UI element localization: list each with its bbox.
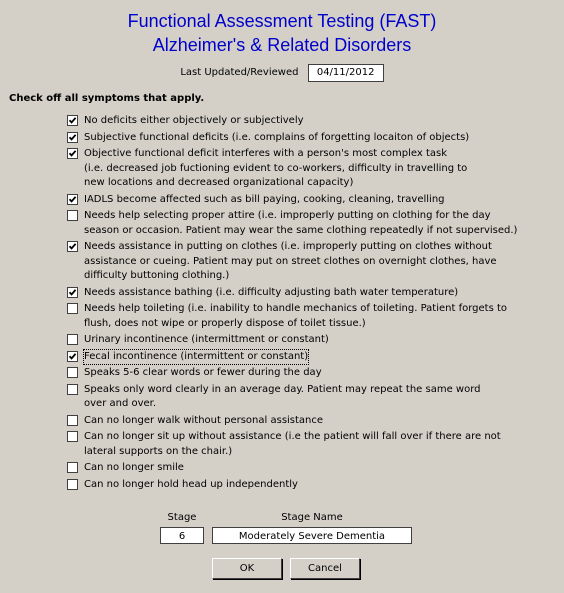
- symptom-label: [84, 209, 557, 238]
- symptom-label: [84, 414, 557, 429]
- symptom-label-line: Can no longer hold head up independently: [84, 478, 298, 490]
- symptom-list: [67, 114, 557, 494]
- symptom-item[interactable]: [67, 333, 557, 348]
- checkmark-icon: [68, 242, 77, 251]
- symptom-checkbox[interactable]: [67, 384, 78, 395]
- symptom-checkbox[interactable]: [67, 115, 78, 126]
- symptom-label-line: (i.e. decreased job fuctioning evident to co-workers, difficulty in travelling to: [84, 162, 468, 174]
- ok-button[interactable]: OK: [212, 558, 282, 579]
- last-updated-row: [0, 64, 564, 83]
- symptom-item[interactable]: [67, 131, 557, 146]
- symptom-label: [84, 286, 557, 301]
- symptom-checkbox[interactable]: [67, 415, 78, 426]
- symptom-checkbox[interactable]: [67, 148, 78, 159]
- checkmark-icon: [68, 149, 77, 158]
- symptom-label-line: assistance or cueing. Patient may put on street clothes on overnight clothes, have: [84, 255, 497, 267]
- symptom-label-line: Speaks 5-6 clear words or fewer during the day: [84, 367, 322, 378]
- symptom-label-line: IADLS become affected such as bill paying, cooking, cleaning, travelling: [84, 193, 445, 205]
- stage-name-field[interactable]: Moderately Severe Dementia: [212, 527, 412, 544]
- symptom-label-line: Needs help selecting proper attire (i.e. improperly putting on clothing for the day: [84, 210, 491, 221]
- checkmark-icon: [68, 133, 77, 142]
- symptom-item[interactable]: [67, 147, 557, 191]
- symptom-label: [84, 114, 557, 129]
- symptom-label: [84, 302, 557, 331]
- symptom-label-line: season or occasion. Patient may wear the same clothing repeatedly if not supervised.): [84, 224, 518, 236]
- symptom-checkbox[interactable]: [67, 334, 78, 345]
- symptom-label: [84, 131, 557, 146]
- symptom-checkbox[interactable]: [67, 367, 78, 378]
- symptom-checkbox[interactable]: [67, 351, 78, 362]
- symptom-label: [84, 478, 557, 493]
- symptom-label-line: Needs help toileting (i.e. inability to handle mechanics of toileting. Patient forgets to: [84, 303, 508, 314]
- checkmark-icon: [68, 116, 77, 125]
- symptom-label-line: new locations and decreased organizational capacity): [84, 177, 354, 188]
- symptom-checkbox[interactable]: [67, 132, 78, 143]
- symptom-item[interactable]: [67, 286, 557, 301]
- symptom-label-line: No deficits either objectively or subjectively: [84, 115, 304, 126]
- stage-name-label: Stage Name: [281, 512, 343, 523]
- symptom-item[interactable]: [67, 478, 557, 493]
- symptom-label-line: Subjective functional deficits (i.e. complains of forgetting locaiton of objects): [84, 131, 470, 143]
- symptom-item[interactable]: [67, 193, 557, 208]
- stage-label: Stage: [167, 512, 197, 523]
- symptom-label-line: Urinary incontinence (intermittment or constant): [84, 334, 329, 345]
- symptom-item[interactable]: [67, 209, 557, 238]
- symptom-label: [84, 366, 557, 381]
- symptom-item[interactable]: [67, 430, 557, 459]
- symptom-label-line: Speaks only word clearly in an average day. Patient may repeat the same word: [84, 383, 481, 395]
- symptom-label: [84, 147, 557, 191]
- instruction-text: Check off all symptoms that apply.: [9, 93, 205, 104]
- symptom-checkbox[interactable]: [67, 303, 78, 314]
- stage-field[interactable]: 6: [160, 527, 204, 544]
- cancel-button[interactable]: Cancel: [290, 558, 360, 579]
- symptom-label-line: Can no longer smile: [84, 462, 184, 473]
- symptom-checkbox[interactable]: [67, 479, 78, 490]
- symptom-checkbox[interactable]: [67, 241, 78, 252]
- symptom-label-line: Can no longer sit up without assistance (i.e the patient will fall over if there are not: [84, 431, 501, 442]
- symptom-item[interactable]: [67, 366, 557, 381]
- symptom-label: [84, 383, 557, 412]
- symptom-item[interactable]: [67, 383, 557, 412]
- symptom-label: [84, 240, 557, 284]
- symptom-label-line: Needs assistance in putting on clothes (i.e. improperly putting on clothes without: [84, 241, 492, 252]
- symptom-checkbox[interactable]: [67, 210, 78, 221]
- title-line-1: Functional Assessment Testing (FAST): [127, 11, 437, 31]
- checkmark-icon: [68, 288, 77, 297]
- symptom-checkbox[interactable]: [67, 431, 78, 442]
- symptom-checkbox[interactable]: [67, 194, 78, 205]
- symptom-label: [84, 333, 557, 348]
- checkmark-icon: [68, 352, 77, 361]
- checkmark-icon: [68, 195, 77, 204]
- symptom-label-line: over and over.: [84, 398, 157, 409]
- symptom-checkbox[interactable]: [67, 287, 78, 298]
- symptom-label-line: lateral supports on the chair.): [84, 445, 233, 457]
- symptom-item[interactable]: [67, 240, 557, 284]
- last-updated-field[interactable]: 04/11/2012: [308, 64, 384, 82]
- symptom-label-line: flush, does not wipe or properly dispose of toilet tissue.): [84, 317, 366, 329]
- symptom-item[interactable]: [67, 350, 557, 365]
- last-updated-label: Last Updated/Reviewed: [180, 67, 299, 78]
- symptom-label: [84, 430, 557, 459]
- symptom-item[interactable]: [67, 302, 557, 331]
- symptom-item[interactable]: [67, 461, 557, 476]
- symptom-label: [84, 350, 557, 365]
- symptom-label-line: Can no longer walk without personal assistance: [84, 414, 324, 426]
- symptom-label: [84, 461, 557, 476]
- page-title: [0, 9, 564, 57]
- symptom-item[interactable]: [67, 114, 557, 129]
- symptom-label-line: Needs assistance bathing (i.e. difficulty adjusting bath water temperature): [84, 286, 459, 298]
- symptom-label-line: Fecal incontinence (intermittent or constant): [84, 350, 308, 365]
- symptom-item[interactable]: [67, 414, 557, 429]
- symptom-checkbox[interactable]: [67, 462, 78, 473]
- title-line-2: Alzheimer's & Related Disorders: [152, 35, 412, 55]
- symptom-label-line: difficulty buttoning clothing.): [84, 270, 230, 281]
- symptom-label: [84, 193, 557, 208]
- symptom-label-line: Objective functional deficit interferes with a person's most complex task: [84, 148, 448, 159]
